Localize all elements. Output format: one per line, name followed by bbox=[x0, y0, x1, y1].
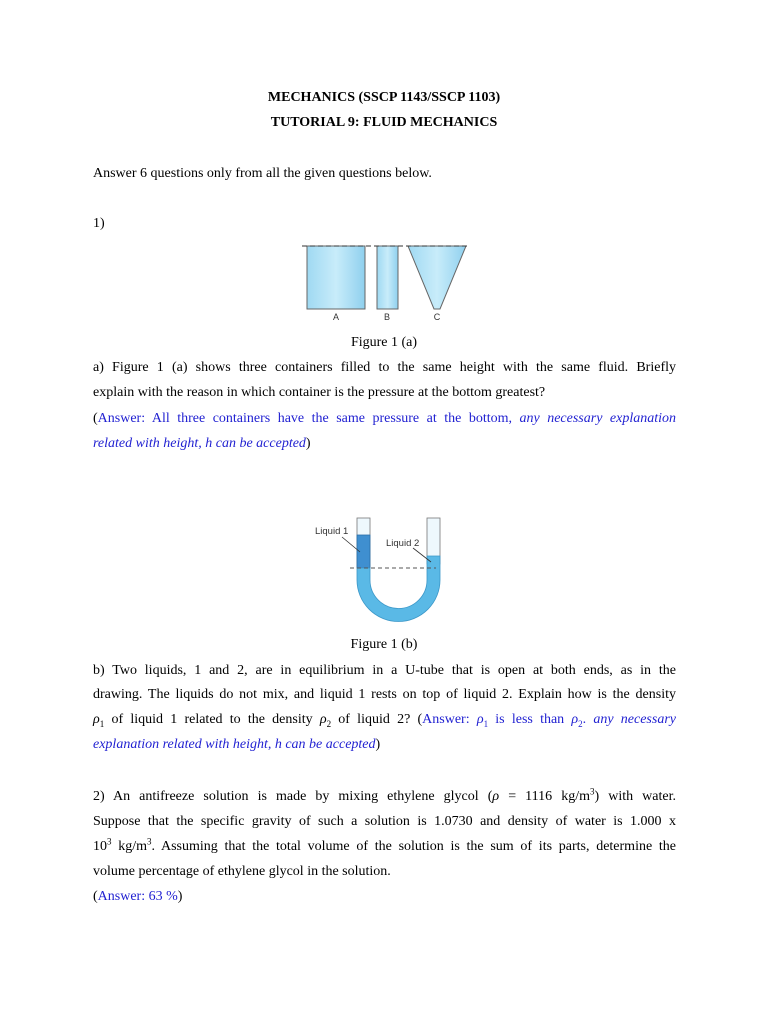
paren-open: ( bbox=[93, 889, 98, 904]
q1a-text-line-1: a) Figure 1 (a) shows three containers filled to the same height with the same fluid. Briefly bbox=[93, 360, 676, 375]
answer-label: Answer: bbox=[97, 889, 146, 904]
answer-text bbox=[470, 712, 477, 727]
text-fragment: of liquid 1 related to the density bbox=[104, 712, 320, 727]
paren-close: ) bbox=[177, 889, 183, 904]
question-1-number: 1) bbox=[93, 216, 105, 231]
text-fragment: = 1116 kg/m bbox=[499, 789, 590, 804]
figure-1b-u-tube bbox=[306, 510, 466, 628]
text-fragment: ) with water. bbox=[594, 789, 676, 804]
q1b-text-line-1: b) Two liquids, 1 and 2, are in equilibrium in a U-tube that is open at both ends, as in the bbox=[93, 663, 676, 678]
answer-note: any necessary bbox=[586, 712, 676, 727]
subscript: 1 bbox=[483, 718, 489, 729]
liquid-1-label: Liquid 1 bbox=[315, 526, 349, 537]
text-fragment: kg/m bbox=[111, 839, 148, 854]
answer-label: Answer: bbox=[422, 712, 470, 727]
subscript: 2 bbox=[326, 718, 332, 729]
answer-note: any necessary explanation bbox=[512, 411, 676, 426]
answer-text: is less than bbox=[488, 712, 572, 727]
paren-close: ) bbox=[305, 436, 311, 451]
doc-subtitle: TUTORIAL 9: FLUID MECHANICS bbox=[270, 115, 498, 130]
q1a-answer-line-2 bbox=[93, 435, 311, 452]
q1b-text-line-4 bbox=[93, 736, 380, 753]
paren-open: ( bbox=[93, 411, 98, 426]
answer-text: . bbox=[582, 712, 587, 727]
superscript: 3 bbox=[589, 786, 595, 797]
figure-1a-containers bbox=[296, 238, 476, 324]
superscript: 3 bbox=[107, 836, 112, 847]
rho-symbol: ρ bbox=[93, 712, 100, 727]
text-fragment: 10 bbox=[93, 839, 107, 854]
label-c: C bbox=[433, 312, 441, 322]
label-a: A bbox=[332, 312, 340, 322]
subscript: 1 bbox=[99, 718, 105, 729]
paren-close: ) bbox=[375, 737, 381, 752]
q2-answer-line bbox=[93, 888, 182, 905]
q1b-text-line-2: drawing. The liquids do not mix, and liquid 1 rests on top of liquid 2. Explain how is the density bbox=[93, 687, 676, 702]
rho-symbol: ρ bbox=[476, 712, 484, 727]
rho-symbol: ρ bbox=[319, 712, 327, 727]
q2-text-line-4: volume percentage of ethylene glycol in the solution. bbox=[93, 864, 391, 879]
container-c bbox=[408, 246, 466, 309]
text-fragment: . Assuming that the total volume of the solution is the sum of its parts, determine the bbox=[151, 839, 677, 854]
q2-text-line-1 bbox=[93, 788, 676, 805]
doc-title: MECHANICS (SSCP 1143/SSCP 1103) bbox=[267, 90, 501, 105]
rho-symbol: ρ bbox=[492, 789, 500, 804]
container-b bbox=[377, 246, 398, 309]
label-b: B bbox=[383, 312, 391, 322]
answer-text: 63 % bbox=[145, 889, 178, 904]
rho-symbol: ρ bbox=[571, 712, 579, 727]
instruction-text: Answer 6 questions only from all the given questions below. bbox=[93, 166, 432, 181]
container-a bbox=[307, 246, 365, 309]
figure-1b-caption: Figure 1 (b) bbox=[350, 637, 418, 652]
q2-text-line-2: Suppose that the specific gravity of such a solution is 1.0730 and density of water is 1.000 x bbox=[93, 814, 676, 829]
answer-note: related with height, h can be accepted bbox=[93, 436, 306, 451]
q1a-answer-line-1 bbox=[93, 410, 676, 427]
liquid-2-label: Liquid 2 bbox=[386, 538, 420, 549]
q1a-text-line-2: explain with the reason in which container is the pressure at the bottom greatest? bbox=[93, 385, 546, 400]
superscript: 3 bbox=[147, 836, 152, 847]
answer-note: explanation related with height, h can be accepted bbox=[93, 737, 376, 752]
subscript: 2 bbox=[578, 718, 583, 729]
q2-text-line-3 bbox=[93, 838, 676, 855]
answer-text: All three containers have the same pressure at the bottom, bbox=[145, 411, 512, 426]
answer-label: Answer: bbox=[97, 411, 146, 426]
text-fragment: 2) An antifreeze solution is made by mixing ethylene glycol ( bbox=[93, 789, 493, 804]
q1b-text-line-3 bbox=[93, 711, 676, 728]
text-fragment: of liquid 2? ( bbox=[331, 712, 423, 727]
figure-1a-caption: Figure 1 (a) bbox=[350, 335, 418, 350]
